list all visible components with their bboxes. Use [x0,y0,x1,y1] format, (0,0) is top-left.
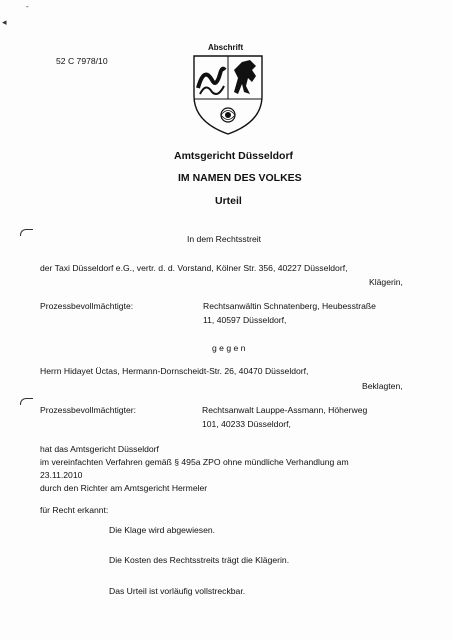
punch-mark [20,398,33,405]
defendant-counsel-line2: 101, 40233 Düsseldorf, [202,419,291,429]
intro-text: In dem Rechtsstreit [187,234,262,244]
plaintiff-counsel-line2: 11, 40597 Düsseldorf, [203,315,287,325]
plaintiff-line: der Taxi Düsseldorf e.G., vertr. d. d. Vorstand, Kölner Str. 356, 40227 Düsseldorf, [40,263,348,273]
defendant-counsel-line1: Rechtsanwalt Lauppe-Assmann, Höherweg [202,405,368,415]
ruling-item: Das Urteil ist vorläufig vollstreckbar. [109,586,246,596]
copy-stamp: Abschrift [208,43,244,52]
verdict-intro: für Recht erkannt: [40,505,109,515]
body-line: hat das Amtsgericht Düsseldorf [40,444,159,454]
body-line: durch den Richter am Amtsgericht Hermeler [40,483,208,493]
hearing-date: 23.11.2010 [40,470,83,480]
defendant-line: Herrn Hidayet Üctas, Hermann-Dornscheidt-Str. 26, 40470 Düsseldorf, [40,366,309,376]
case-number: 52 C 7978/10 [56,56,108,66]
scan-mark: - [26,2,29,11]
punch-mark [20,229,33,236]
defendant-role: Beklagten, [362,381,403,391]
defendant-counsel-label: Prozessbevollmächtigter: [40,405,137,415]
document-type: Urteil [215,195,242,207]
versus-text: g e g e n [212,343,246,353]
in-the-name-of-people: IM NAMEN DES VOLKES [178,172,302,184]
scan-mark: ◂ [2,17,7,27]
court-name: Amtsgericht Düsseldorf [174,150,294,162]
plaintiff-role: Klägerin, [369,277,403,287]
plaintiff-counsel-label: Prozessbevollmächtigte: [40,301,134,311]
nrw-coat-of-arms-icon [190,52,266,136]
plaintiff-counsel-line1: Rechtsanwältin Schnatenberg, Heubesstraße [203,301,376,311]
ruling-item: Die Klage wird abgewiesen. [109,525,216,535]
ruling-item: Die Kosten des Rechtsstreits trägt die Klägerin. [109,555,290,565]
body-line: im vereinfachten Verfahren gemäß § 495a ZPO ohne mündliche Verhandlung am [40,457,349,467]
